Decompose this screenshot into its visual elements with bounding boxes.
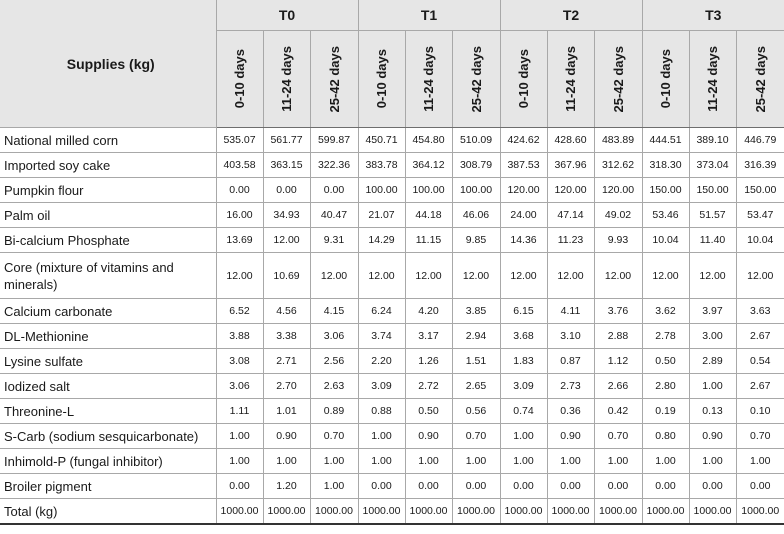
group-header-t2: T2: [500, 0, 642, 31]
value-cell: 0.50: [642, 349, 689, 374]
value-cell: 1000.00: [689, 499, 736, 525]
value-cell: 2.63: [310, 374, 358, 399]
value-cell: 16.00: [216, 203, 263, 228]
value-cell: 12.00: [358, 253, 405, 299]
table-body: [0, 128, 784, 525]
value-cell: 3.00: [689, 324, 736, 349]
value-cell: 2.65: [452, 374, 500, 399]
table-row: [0, 153, 784, 178]
value-cell: 14.29: [358, 228, 405, 253]
value-cell: 0.90: [263, 424, 310, 449]
value-cell: 1.00: [547, 449, 594, 474]
period-label: 0-10 days: [658, 49, 673, 109]
value-cell: 1.00: [216, 424, 263, 449]
value-cell: 0.36: [547, 399, 594, 424]
period-label: 0-10 days: [232, 49, 247, 109]
value-cell: 3.17: [405, 324, 452, 349]
value-cell: 1.20: [263, 474, 310, 499]
value-cell: 1.00: [500, 424, 547, 449]
supply-name: Broiler pigment: [0, 474, 216, 499]
value-cell: 373.04: [689, 153, 736, 178]
value-cell: 383.78: [358, 153, 405, 178]
value-cell: 0.19: [642, 399, 689, 424]
value-cell: 0.00: [500, 474, 547, 499]
value-cell: 150.00: [689, 178, 736, 203]
value-cell: 3.08: [216, 349, 263, 374]
value-cell: 2.67: [736, 374, 784, 399]
value-cell: 3.10: [547, 324, 594, 349]
value-cell: 2.94: [452, 324, 500, 349]
supply-name: Imported soy cake: [0, 153, 216, 178]
value-cell: 3.09: [358, 374, 405, 399]
period-header: [405, 31, 452, 128]
value-cell: 10.69: [263, 253, 310, 299]
supply-name: DL-Methionine: [0, 324, 216, 349]
value-cell: 1.00: [358, 424, 405, 449]
value-cell: 3.74: [358, 324, 405, 349]
value-cell: 9.93: [594, 228, 642, 253]
value-cell: 10.04: [736, 228, 784, 253]
value-cell: 308.79: [452, 153, 500, 178]
value-cell: 1.00: [594, 449, 642, 474]
value-cell: 12.00: [689, 253, 736, 299]
value-cell: 46.06: [452, 203, 500, 228]
group-header-row: [0, 0, 784, 31]
period-label: 25-42 days: [326, 45, 342, 113]
value-cell: 3.68: [500, 324, 547, 349]
value-cell: 1000.00: [736, 499, 784, 525]
period-header: [358, 31, 405, 128]
value-cell: 10.04: [642, 228, 689, 253]
supply-name: Inhimold-P (fungal inhibitor): [0, 449, 216, 474]
period-header: [689, 31, 736, 128]
value-cell: 12.00: [216, 253, 263, 299]
period-label: 11-24 days: [705, 46, 720, 112]
value-cell: 12.00: [736, 253, 784, 299]
value-cell: 6.24: [358, 299, 405, 324]
value-cell: 12.00: [452, 253, 500, 299]
value-cell: 4.20: [405, 299, 452, 324]
table-row: [0, 203, 784, 228]
value-cell: 1.00: [736, 449, 784, 474]
value-cell: 1000.00: [452, 499, 500, 525]
value-cell: 47.14: [547, 203, 594, 228]
period-header: [594, 31, 642, 128]
value-cell: 2.72: [405, 374, 452, 399]
period-header: [216, 31, 263, 128]
value-cell: 1000.00: [216, 499, 263, 525]
value-cell: 21.07: [358, 203, 405, 228]
period-header: [310, 31, 358, 128]
value-cell: 0.10: [736, 399, 784, 424]
table-row: [0, 128, 784, 153]
value-cell: 53.47: [736, 203, 784, 228]
value-cell: 3.62: [642, 299, 689, 324]
value-cell: 1.00: [263, 449, 310, 474]
value-cell: 3.63: [736, 299, 784, 324]
value-cell: 2.89: [689, 349, 736, 374]
value-cell: 2.70: [263, 374, 310, 399]
period-label: 25-42 days: [468, 45, 484, 113]
value-cell: 6.15: [500, 299, 547, 324]
value-cell: 363.15: [263, 153, 310, 178]
value-cell: 6.52: [216, 299, 263, 324]
table-row: [0, 299, 784, 324]
value-cell: 1.00: [500, 449, 547, 474]
value-cell: 4.11: [547, 299, 594, 324]
value-cell: 0.90: [689, 424, 736, 449]
value-cell: 49.02: [594, 203, 642, 228]
value-cell: 389.10: [689, 128, 736, 153]
value-cell: 2.67: [736, 324, 784, 349]
value-cell: 3.88: [216, 324, 263, 349]
value-cell: 1000.00: [263, 499, 310, 525]
value-cell: 1.00: [689, 449, 736, 474]
supply-name: Lysine sulfate: [0, 349, 216, 374]
value-cell: 0.42: [594, 399, 642, 424]
supply-name: Total (kg): [0, 499, 216, 525]
supply-name: Bi-calcium Phosphate: [0, 228, 216, 253]
value-cell: 561.77: [263, 128, 310, 153]
period-label: 25-42 days: [610, 45, 626, 113]
value-cell: 510.09: [452, 128, 500, 153]
value-cell: 53.46: [642, 203, 689, 228]
value-cell: 100.00: [405, 178, 452, 203]
value-cell: 1.12: [594, 349, 642, 374]
group-header-t1: T1: [358, 0, 500, 31]
supply-name: Pumpkin flour: [0, 178, 216, 203]
table-row: [0, 253, 784, 299]
value-cell: 450.71: [358, 128, 405, 153]
value-cell: 12.00: [310, 253, 358, 299]
value-cell: 12.00: [642, 253, 689, 299]
value-cell: 150.00: [642, 178, 689, 203]
table-row: [0, 178, 784, 203]
value-cell: 0.89: [310, 399, 358, 424]
value-cell: 0.88: [358, 399, 405, 424]
value-cell: 12.00: [547, 253, 594, 299]
value-cell: 13.69: [216, 228, 263, 253]
table-row: [0, 374, 784, 399]
value-cell: 3.97: [689, 299, 736, 324]
value-cell: 0.87: [547, 349, 594, 374]
value-cell: 1.00: [689, 374, 736, 399]
value-cell: 150.00: [736, 178, 784, 203]
supplies-column-header: Supplies (kg): [0, 0, 216, 128]
value-cell: 318.30: [642, 153, 689, 178]
period-header: [642, 31, 689, 128]
value-cell: 14.36: [500, 228, 547, 253]
value-cell: 387.53: [500, 153, 547, 178]
value-cell: 1000.00: [547, 499, 594, 525]
value-cell: 4.56: [263, 299, 310, 324]
value-cell: 12.00: [263, 228, 310, 253]
value-cell: 0.74: [500, 399, 547, 424]
value-cell: 454.80: [405, 128, 452, 153]
period-label: 11-24 days: [279, 46, 294, 112]
value-cell: 120.00: [500, 178, 547, 203]
value-cell: 367.96: [547, 153, 594, 178]
value-cell: 2.71: [263, 349, 310, 374]
value-cell: 1000.00: [405, 499, 452, 525]
period-label: 11-24 days: [421, 46, 436, 112]
value-cell: 3.09: [500, 374, 547, 399]
value-cell: 2.78: [642, 324, 689, 349]
value-cell: 0.54: [736, 349, 784, 374]
value-cell: 0.70: [310, 424, 358, 449]
value-cell: 11.40: [689, 228, 736, 253]
period-header: [452, 31, 500, 128]
value-cell: 428.60: [547, 128, 594, 153]
supply-name: S-Carb (sodium sesquicarbonate): [0, 424, 216, 449]
value-cell: 1.01: [263, 399, 310, 424]
value-cell: 424.62: [500, 128, 547, 153]
period-label: 25-42 days: [752, 45, 768, 113]
value-cell: 1.00: [358, 449, 405, 474]
value-cell: 2.88: [594, 324, 642, 349]
value-cell: 1.83: [500, 349, 547, 374]
value-cell: 0.90: [405, 424, 452, 449]
period-header: [547, 31, 594, 128]
value-cell: 2.56: [310, 349, 358, 374]
period-header: [500, 31, 547, 128]
period-label: 11-24 days: [563, 46, 578, 112]
value-cell: 0.13: [689, 399, 736, 424]
value-cell: 599.87: [310, 128, 358, 153]
value-cell: 0.00: [263, 178, 310, 203]
value-cell: 1000.00: [594, 499, 642, 525]
value-cell: 0.50: [405, 399, 452, 424]
value-cell: 3.38: [263, 324, 310, 349]
value-cell: 0.00: [310, 178, 358, 203]
value-cell: 1.00: [642, 449, 689, 474]
value-cell: 1000.00: [642, 499, 689, 525]
group-header-t0: T0: [216, 0, 358, 31]
value-cell: 322.36: [310, 153, 358, 178]
value-cell: 100.00: [358, 178, 405, 203]
value-cell: 24.00: [500, 203, 547, 228]
value-cell: 1000.00: [500, 499, 547, 525]
value-cell: 535.07: [216, 128, 263, 153]
value-cell: 446.79: [736, 128, 784, 153]
supply-name: National milled corn: [0, 128, 216, 153]
value-cell: 1.00: [216, 449, 263, 474]
period-label: 0-10 days: [516, 49, 531, 109]
value-cell: 0.00: [358, 474, 405, 499]
value-cell: 44.18: [405, 203, 452, 228]
period-label: 0-10 days: [374, 49, 389, 109]
value-cell: 0.00: [547, 474, 594, 499]
table-row: [0, 499, 784, 525]
value-cell: 12.00: [594, 253, 642, 299]
value-cell: 0.70: [452, 424, 500, 449]
value-cell: 2.73: [547, 374, 594, 399]
table-row: [0, 349, 784, 374]
value-cell: 100.00: [452, 178, 500, 203]
value-cell: 0.00: [216, 474, 263, 499]
value-cell: 0.70: [594, 424, 642, 449]
supply-name: Core (mixture of vitamins and minerals): [0, 253, 216, 299]
supply-name: Calcium carbonate: [0, 299, 216, 324]
value-cell: 120.00: [594, 178, 642, 203]
value-cell: 3.06: [310, 324, 358, 349]
value-cell: 0.70: [736, 424, 784, 449]
value-cell: 1000.00: [358, 499, 405, 525]
value-cell: 4.15: [310, 299, 358, 324]
value-cell: 1.00: [310, 474, 358, 499]
value-cell: 3.85: [452, 299, 500, 324]
table-row: [0, 449, 784, 474]
value-cell: 1.51: [452, 349, 500, 374]
supply-name: Threonine-L: [0, 399, 216, 424]
period-header: [736, 31, 784, 128]
value-cell: 0.00: [689, 474, 736, 499]
value-cell: 2.20: [358, 349, 405, 374]
value-cell: 9.85: [452, 228, 500, 253]
value-cell: 9.31: [310, 228, 358, 253]
table-row: [0, 228, 784, 253]
value-cell: 0.00: [736, 474, 784, 499]
table-row: [0, 399, 784, 424]
value-cell: 312.62: [594, 153, 642, 178]
value-cell: 0.90: [547, 424, 594, 449]
value-cell: 316.39: [736, 153, 784, 178]
value-cell: 0.80: [642, 424, 689, 449]
table-row: [0, 324, 784, 349]
value-cell: 2.66: [594, 374, 642, 399]
value-cell: 444.51: [642, 128, 689, 153]
supply-name: Iodized salt: [0, 374, 216, 399]
table-row: [0, 474, 784, 499]
value-cell: 403.58: [216, 153, 263, 178]
value-cell: 1.00: [452, 449, 500, 474]
value-cell: 1.00: [310, 449, 358, 474]
value-cell: 0.00: [642, 474, 689, 499]
value-cell: 12.00: [500, 253, 547, 299]
value-cell: 51.57: [689, 203, 736, 228]
value-cell: 364.12: [405, 153, 452, 178]
value-cell: 2.80: [642, 374, 689, 399]
value-cell: 0.56: [452, 399, 500, 424]
value-cell: 0.00: [594, 474, 642, 499]
value-cell: 0.00: [452, 474, 500, 499]
value-cell: 3.06: [216, 374, 263, 399]
period-header: [263, 31, 310, 128]
value-cell: 11.23: [547, 228, 594, 253]
value-cell: 1.00: [405, 449, 452, 474]
group-header-t3: T3: [642, 0, 784, 31]
supply-name: Palm oil: [0, 203, 216, 228]
value-cell: 3.76: [594, 299, 642, 324]
value-cell: 40.47: [310, 203, 358, 228]
value-cell: 34.93: [263, 203, 310, 228]
value-cell: 0.00: [216, 178, 263, 203]
value-cell: 1.11: [216, 399, 263, 424]
value-cell: 1.26: [405, 349, 452, 374]
value-cell: 12.00: [405, 253, 452, 299]
table-row: [0, 424, 784, 449]
value-cell: 1000.00: [310, 499, 358, 525]
value-cell: 483.89: [594, 128, 642, 153]
value-cell: 11.15: [405, 228, 452, 253]
value-cell: 0.00: [405, 474, 452, 499]
value-cell: 120.00: [547, 178, 594, 203]
